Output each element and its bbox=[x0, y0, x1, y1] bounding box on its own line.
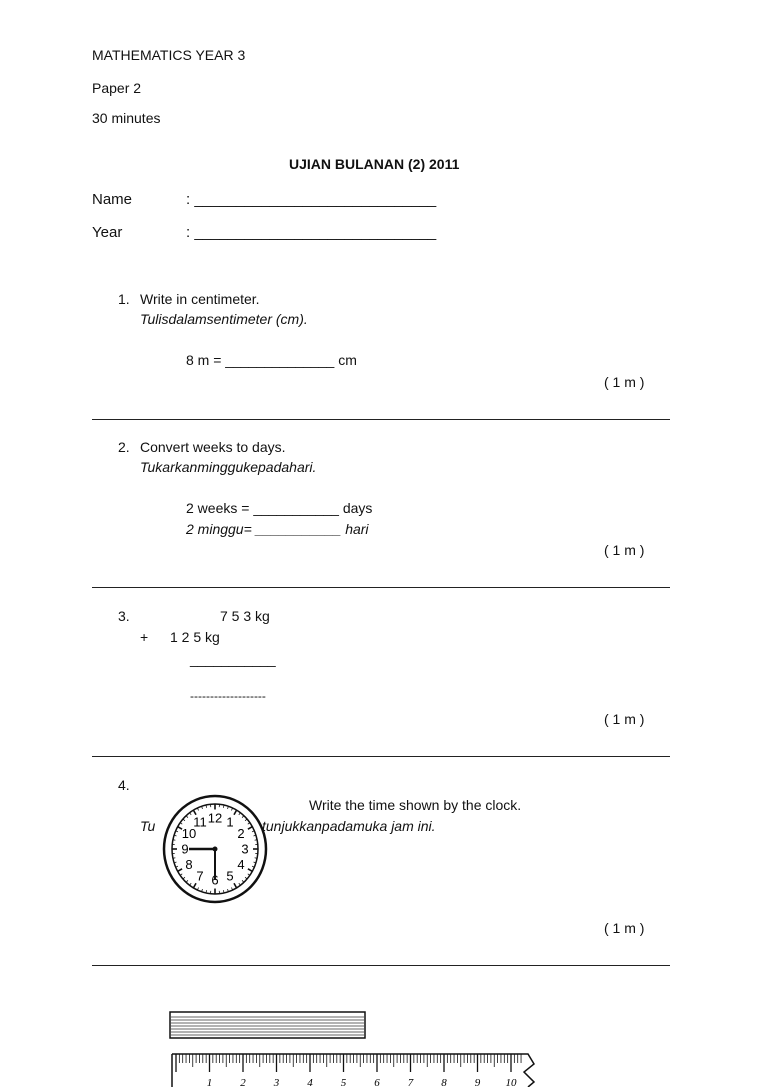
q2-expression-en[interactable]: 2 weeks = ___________ days bbox=[186, 500, 373, 516]
clock-number: 12 bbox=[207, 810, 223, 826]
duration-label: 30 minutes bbox=[92, 110, 161, 126]
clock-number: 5 bbox=[226, 868, 234, 884]
ruler-number: 2 bbox=[240, 1077, 246, 1087]
q4-text-malay-start: Tu bbox=[140, 818, 156, 834]
name-label: Name bbox=[92, 191, 133, 208]
clock-number: 3 bbox=[241, 841, 249, 857]
q2-expression-malay[interactable]: 2 minggu= ___________ hari bbox=[186, 521, 369, 537]
clock-number: 7 bbox=[196, 868, 204, 884]
separator-line bbox=[92, 756, 670, 757]
clock-number: 8 bbox=[185, 857, 193, 873]
ruler-number: 7 bbox=[407, 1077, 414, 1087]
ruler-number: 3 bbox=[273, 1077, 280, 1087]
separator-line bbox=[92, 419, 670, 420]
q2-mark: ( 1 m ) bbox=[604, 542, 645, 558]
year-label: Year bbox=[92, 224, 123, 241]
q4-number: 4. bbox=[118, 777, 130, 793]
q1-text-malay: Tulisdalamsentimeter (cm). bbox=[140, 311, 308, 327]
year-field[interactable]: : _____________________________ bbox=[186, 224, 437, 241]
ruler-number: 9 bbox=[474, 1077, 481, 1087]
paper-label: Paper 2 bbox=[92, 80, 142, 96]
clock-number: 9 bbox=[181, 841, 189, 857]
q2-text: Convert weeks to days. bbox=[140, 439, 286, 455]
exam-title: UJIAN BULANAN (2) 2011 bbox=[289, 156, 460, 172]
q4-text-malay-end: tunjukkanpadamuka jam ini. bbox=[262, 818, 436, 834]
clock-number: 1 bbox=[226, 814, 234, 830]
ruler-number: 10 bbox=[505, 1077, 517, 1087]
clock-number: 4 bbox=[237, 857, 245, 873]
q3-dashed-line: ------------------- bbox=[190, 689, 266, 703]
q2-text-malay: Tukarkanminggukepadahari. bbox=[140, 459, 317, 475]
clock-number: 10 bbox=[181, 825, 197, 841]
q4-text: Write the time shown by the clock. bbox=[309, 797, 522, 813]
q1-text: Write in centimeter. bbox=[140, 291, 260, 307]
clock-number: 2 bbox=[237, 825, 245, 841]
name-field[interactable]: : _____________________________ bbox=[186, 191, 437, 208]
ruler-number: 5 bbox=[340, 1077, 347, 1087]
q4-mark: ( 1 m ) bbox=[604, 920, 645, 936]
clock-number: 11 bbox=[193, 814, 207, 830]
clock-number: 6 bbox=[211, 872, 219, 888]
separator-line bbox=[92, 587, 670, 588]
q3-plus-sign: + bbox=[140, 629, 149, 645]
ruler-number: 6 bbox=[374, 1077, 380, 1087]
ruler-number: 8 bbox=[441, 1077, 447, 1087]
q3-mark: ( 1 m ) bbox=[604, 711, 645, 727]
q3-line1: 7 5 3 kg bbox=[220, 608, 270, 624]
ruler-figure bbox=[168, 1010, 548, 1087]
q3-line2: 1 2 5 kg bbox=[170, 629, 220, 645]
subject-title: MATHEMATICS YEAR 3 bbox=[92, 47, 246, 63]
ruler-number: 4 bbox=[307, 1077, 313, 1087]
q1-expression[interactable]: 8 m = ______________ cm bbox=[186, 352, 357, 368]
measured-strip bbox=[170, 1012, 365, 1038]
clock-icon bbox=[162, 794, 268, 904]
ruler-number: 1 bbox=[206, 1077, 213, 1087]
q2-number: 2. bbox=[118, 439, 130, 455]
q3-answer-line[interactable]: ___________ bbox=[190, 651, 276, 667]
q1-number: 1. bbox=[118, 291, 130, 307]
q3-number: 3. bbox=[118, 608, 130, 624]
q1-mark: ( 1 m ) bbox=[604, 374, 645, 390]
separator-line bbox=[92, 965, 670, 966]
